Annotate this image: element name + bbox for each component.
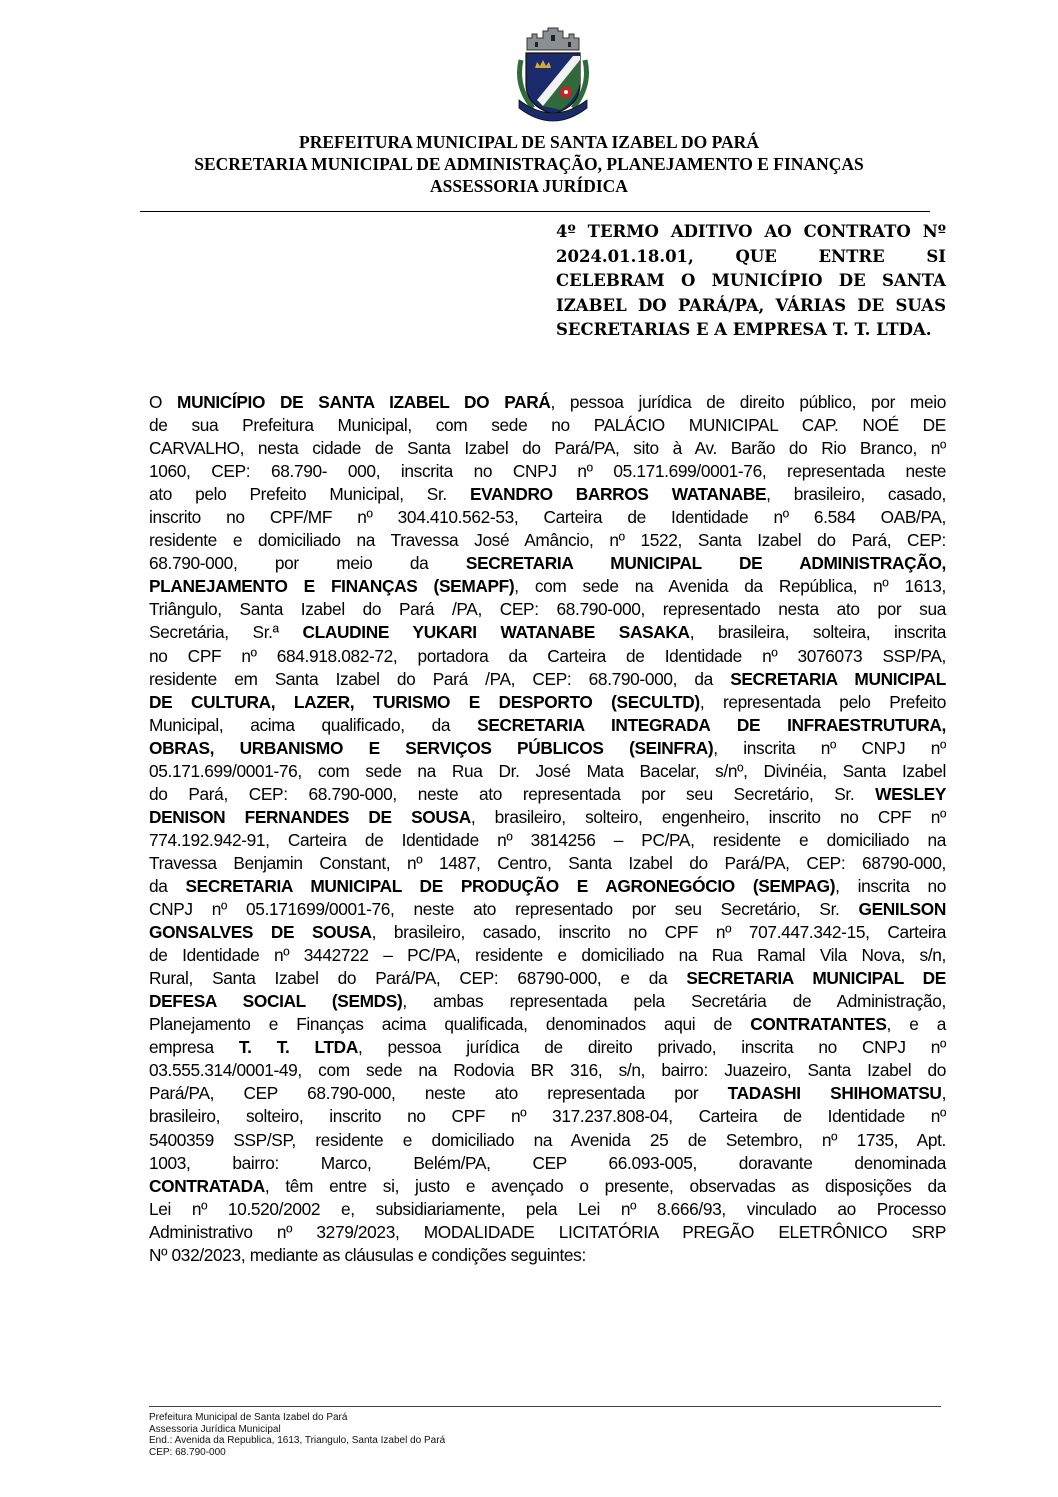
paragraph-line [149,852,946,875]
paragraph-line [149,967,946,990]
page-footer [149,1412,445,1458]
paragraph-line [149,921,946,944]
text: do Pará, CEP: 68.790-000, neste ato representada por seu Secretário, Sr. [149,783,876,804]
text: Travessa Benjamin Constant, nº 1487, Centro, Santa Izabel do Pará/PA, CEP: 68790-000, [149,852,946,873]
paragraph-line [149,1013,946,1036]
bold-text: WESLEY [875,783,946,804]
text: CNPJ nº 05.171699/0001-76, neste ato representado por seu Secretário, Sr. [149,899,859,920]
bold-text: SECRETARIA INTEGRADA DE INFRAESTRUTURA, [477,714,947,735]
text: 774.192.942-91, Carteira de Identidade nº 3814256 – PC/PA, residente e domiciliado na [149,829,946,850]
text: , representada pelo Prefeito [699,691,946,712]
text: Administrativo nº 3279/2023, MODALIDADE LICITATÓRIA PREGÃO ELETRÔNICO SRP [149,1221,946,1242]
text: 1003, bairro: Marco, Belém/PA, CEP 66.093-005, doravante denominada [149,1152,946,1173]
footer-line: CEP: 68.790-000 [149,1446,226,1458]
text: Lei nº 10.520/2002 e, subsidiariamente, pela Lei nº 8.666/93, vinculado ao Processo [149,1198,946,1219]
paragraph-line [149,621,946,644]
paragraph-line [149,460,946,483]
bold-text: OBRAS, URBANISMO E SERVIÇOS PÚBLICOS (SEINFRA) [149,737,714,758]
text: ato pelo Prefeito Municipal, Sr. [149,484,470,505]
text: , com sede na Avenida da República, nº 1613, [514,576,946,597]
document-title [556,220,946,343]
contract-preamble-paragraph [149,391,946,1267]
text: residente e domiciliado na Travessa José Amâncio, nº 1522, Santa Izabel do Pará, CEP: [149,530,946,551]
footer-line: Assessoria Jurídica Municipal [149,1423,281,1435]
title-line: SECRETARIAS E A EMPRESA T. T. LTDA. [556,320,932,339]
text: 68.790-000, por meio da [149,553,466,574]
paragraph-line [149,598,946,621]
text: no CPF nº 684.918.082-72, portadora da Carteira de Identidade nº 3076073 SSP/PA, [149,645,946,666]
text: brasileiro, solteiro, inscrito no CPF nº 317.237.808-04, Carteira de Identidade nº [149,1106,946,1127]
paragraph-line [149,645,946,668]
paragraph-line [149,1244,946,1267]
bold-text: TADASHI SHIHOMATSU [727,1083,942,1104]
footer-line: Prefeitura Municipal de Santa Izabel do Pará [149,1412,348,1423]
paragraph-line [149,990,946,1013]
text: de Identidade nº 3442722 – PC/PA, residente e domiciliado na Rua Ramal Vila Nova, s/n, [149,945,946,966]
text: , inscrita no [835,875,946,896]
bold-text: SECRETARIA MUNICIPAL DE ADMINISTRAÇÃO, [465,553,946,574]
paragraph-line [149,783,946,806]
paragraph-line [149,483,946,506]
text: , pessoa jurídica de direito privado, inscrita no CNPJ nº [357,1037,946,1058]
paragraph-line [149,944,946,967]
paragraph-line [149,506,946,529]
title-line: IZABEL DO PARÁ/PA, VÁRIAS DE SUAS [556,295,946,315]
text: 05.171.699/0001-76, com sede na Rua Dr. José Mata Bacelar, s/nº, Divinéia, Santa Izabel [149,760,946,781]
text: O [149,392,178,412]
text: CARVALHO, nesta cidade de Santa Izabel do Pará/PA, sito à Av. Barão do Rio Branco, nº [149,438,946,459]
paragraph-line [149,1152,946,1175]
header-municipality: PREFEITURA MUNICIPAL DE SANTA IZABEL DO PARÁ [299,132,759,152]
text: , brasileira, solteira, inscrita [689,622,946,643]
bold-text: T. T. LTDA [238,1037,358,1058]
paragraph-line [149,1082,946,1105]
text: , pessoa jurídica de direito público, por meio [550,392,946,412]
bold-text: SECRETARIA MUNICIPAL DE PRODUÇÃO E AGRONEGÓCIO (SEMPAG) [185,875,836,896]
footer-line: End.: Avenida da Republica, 1613, Triangulo, Santa Izabel do Pará [149,1435,446,1446]
bold-text: DE CULTURA, LAZER, TURISMO E DESPORTO (SECULTD) [149,691,700,712]
municipal-coat-of-arms-icon [513,26,593,126]
paragraph-line [149,829,946,852]
text: Rural, Santa Izabel do Pará/PA, CEP: 68790-000, e da [149,968,687,989]
text: 03.555.314/0001-49, com sede na Rodovia BR 316, s/n, bairro: Juazeiro, Santa Izabel do [149,1060,946,1081]
paragraph-line [149,1129,946,1152]
paragraph-line [149,1221,946,1244]
text: inscrito no CPF/MF nº 304.410.562-53, Carteira de Identidade nº 6.584 OAB/PA, [149,507,946,528]
text: 1060, CEP: 68.790- 000, inscrita no CNPJ nº 05.171.699/0001-76, representada neste [149,461,946,482]
text: , [941,1083,947,1104]
paragraph-line [149,1198,946,1221]
bold-text: MUNICÍPIO DE SANTA IZABEL DO PARÁ [177,392,551,412]
header-divider [140,211,930,212]
paragraph-line [149,575,946,598]
text: , brasileiro, casado, inscrito no CPF nº 707.447.342-15, Carteira [371,922,946,943]
text: Municipal, acima qualificado, da [149,714,478,735]
bold-text: PLANEJAMENTO E FINANÇAS (SEMAPF) [149,576,515,597]
text: Pará/PA, CEP 68.790-000, neste ato representada por [149,1083,728,1104]
paragraph-line [149,1059,946,1082]
bold-text: SECRETARIA MUNICIPAL DE [686,968,946,989]
bold-text: SECRETARIA MUNICIPAL [730,668,946,689]
text: , inscrita nº CNPJ nº [713,737,947,758]
bold-text: EVANDRO BARROS WATANABE [469,484,767,505]
paragraph-line [149,668,946,691]
paragraph-line [149,414,946,437]
paragraph-line [149,1105,946,1128]
text: , brasileiro, solteiro, engenheiro, inscrito no CPF nº [470,806,946,827]
paragraph-line [149,1036,946,1059]
paragraph-line [149,898,946,921]
header-department: ASSESSORIA JURÍDICA [430,176,628,196]
title-line: 2024.01.18.01, QUE ENTRE SI [556,246,946,266]
text: 5400359 SSP/SP, residente e domiciliado na Avenida 25 de Setembro, nº 1735, Apt. [149,1129,946,1150]
paragraph-line [149,691,946,714]
header-secretariat: SECRETARIA MUNICIPAL DE ADMINISTRAÇÃO, PLANEJAMENTO E FINANÇAS [194,154,864,174]
bold-text: CLAUDINE YUKARI WATANABE SASAKA [302,622,690,643]
title-line: CELEBRAM O MUNICÍPIO DE SANTA [556,271,946,290]
text: , e a [886,1014,946,1035]
text: , ambas representada pela Secretária de Administração, [402,991,946,1012]
bold-text: DEFESA SOCIAL (SEMDS) [149,991,403,1012]
paragraph-line [149,437,946,460]
text: Nº 032/2023, mediante as cláusulas e condições seguintes: [149,1244,586,1265]
paragraph-line [149,737,946,760]
bold-text: DENISON FERNANDES DE SOUSA [149,806,471,827]
bold-text: GONSALVES DE SOUSA [149,922,372,943]
text: Planejamento e Finanças acima qualificada, denominados aqui de [149,1014,751,1035]
title-line: 4º TERMO ADITIVO AO CONTRATO Nº [556,222,946,241]
paragraph-line [149,391,946,414]
paragraph-line [149,529,946,552]
paragraph-line [149,552,946,575]
mural-crown-icon [527,28,579,50]
footer-divider [149,1406,941,1407]
bold-text: CONTRATANTES [750,1014,887,1035]
paragraph-line [149,1175,946,1198]
text: , brasileiro, casado, [766,484,946,505]
bold-text: GENILSON [858,899,946,920]
text: da [149,875,186,896]
text: de sua Prefeitura Municipal, com sede no PALÁCIO MUNICIPAL CAP. NOÉ DE [149,415,946,436]
text: Secretária, Sr.ª [149,622,303,643]
paragraph-line [149,875,946,898]
paragraph-line [149,760,946,783]
text: residente em Santa Izabel do Pará /PA, CEP: 68.790-000, da [149,668,731,689]
bold-text: CONTRATADA [149,1175,265,1196]
paragraph-line [149,714,946,737]
text: Triângulo, Santa Izabel do Pará /PA, CEP: 68.790-000, representado nesta ato por sua [149,599,946,620]
paragraph-line [149,806,946,829]
text: empresa [149,1037,239,1058]
text: , têm entre si, justo e avençado o presente, observadas as disposições da [264,1175,946,1196]
